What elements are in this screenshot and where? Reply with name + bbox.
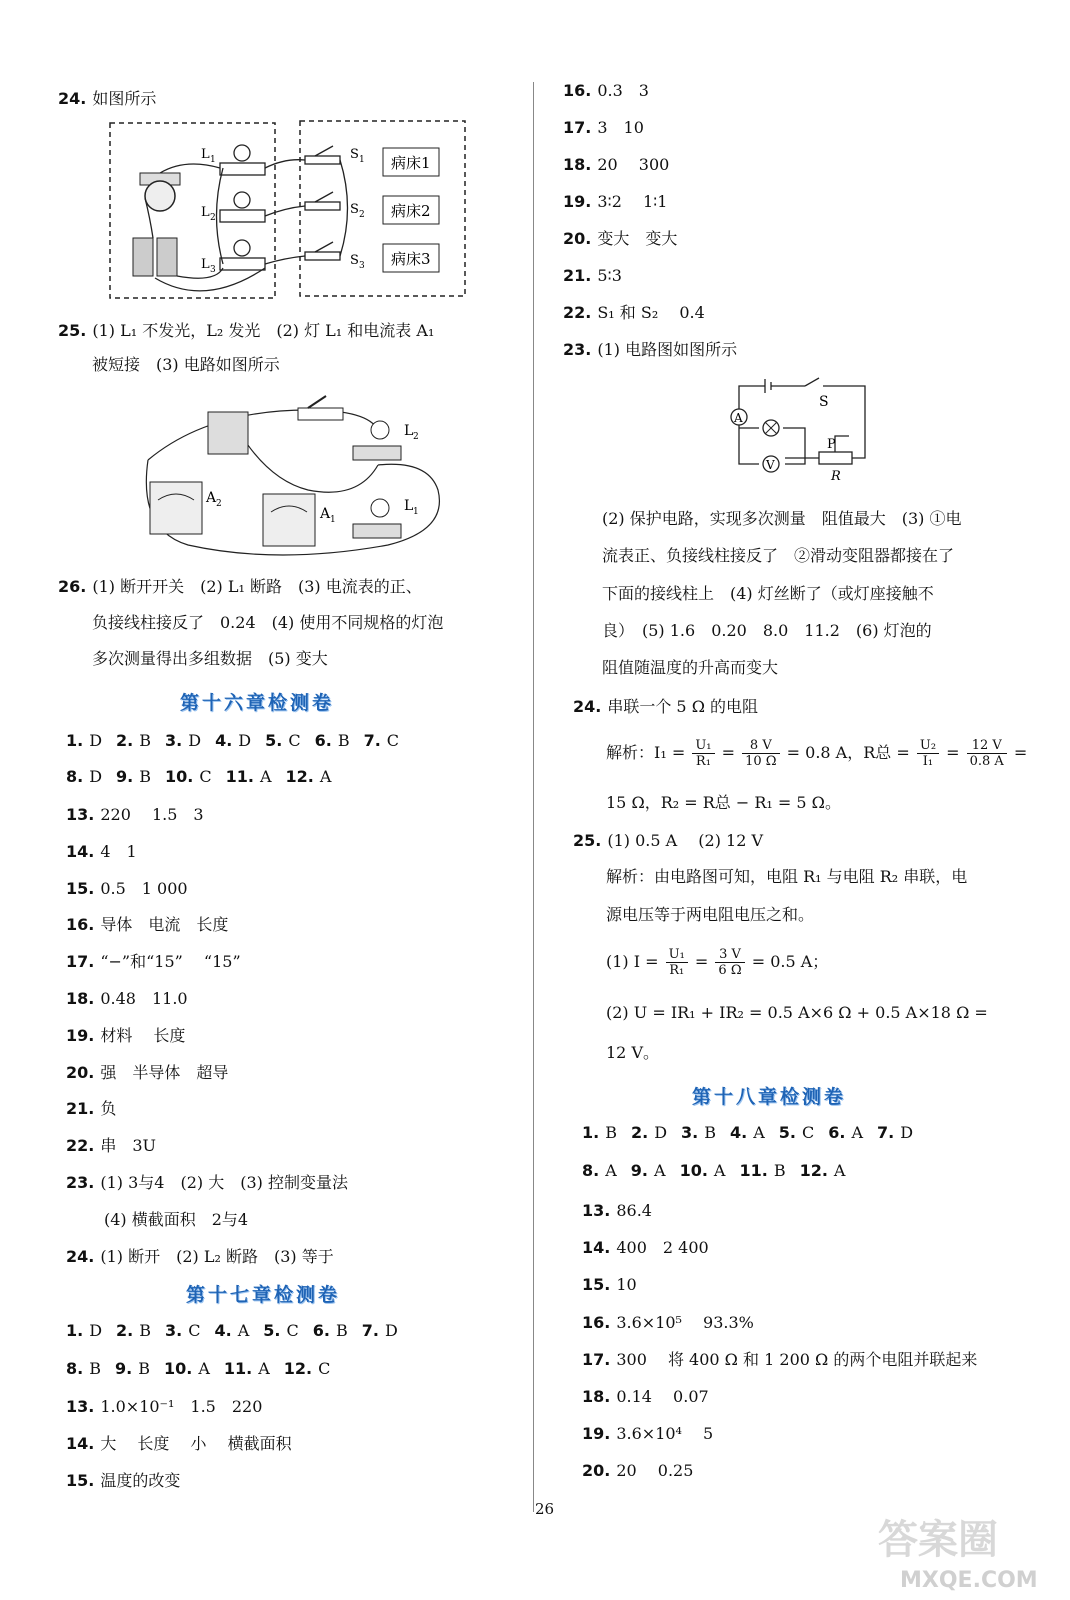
mc-number: 12.: [799, 1161, 828, 1180]
fraction: $\frac{12 V}{0.8 A}$: [967, 738, 1007, 769]
item-text: 20 0.25: [616, 1461, 694, 1481]
q25-part2: (2) U = IR₁ + IR₂ = 0.5 A×6 Ω + 0.5 A×18 Ω =: [606, 1003, 988, 1022]
mc-number: 1.: [66, 1321, 84, 1340]
ch18-mc-row2: [582, 1160, 859, 1182]
mc-number: 5.: [778, 1123, 797, 1142]
mc-answer: C: [318, 1359, 331, 1378]
svg-text:2: 2: [413, 432, 419, 442]
item-text: 300 将 400 Ω 和 1 200 Ω 的两个电阻并联起来: [616, 1349, 978, 1369]
question-25: 25. (1) 0.5 A (2) 12 V: [573, 831, 764, 850]
mc-number: 8.: [66, 1359, 84, 1378]
answer-item: [66, 878, 188, 900]
item-text: (1) 电路图如图所示: [597, 340, 738, 359]
mc-answer: A: [753, 1123, 765, 1142]
mc-answer: A: [851, 1123, 864, 1142]
answer-item: [66, 1098, 116, 1120]
item-number: 21.: [563, 266, 592, 285]
q23-line3: 下面的接线柱上 (4) 灯丝断了（或灯座接触不: [602, 584, 934, 603]
answer-item: [66, 1062, 228, 1084]
mc-answer: D: [900, 1123, 914, 1142]
mc-number: 9.: [114, 1359, 133, 1378]
mc-answer: C: [188, 1321, 201, 1340]
mc-answer: D: [89, 1321, 103, 1340]
item-text: 温度的改变: [100, 1471, 181, 1490]
svg-text:1: 1: [330, 515, 336, 525]
mc-answer: B: [138, 1359, 150, 1378]
label-s: S: [819, 394, 829, 410]
chapter-16-heading: 第十六章检测卷: [180, 692, 335, 714]
item-text: 导体 电流 长度: [100, 915, 229, 935]
svg-text:MXQE.COM: MXQE.COM: [900, 1568, 1038, 1593]
item-text: 强 半导体 超导: [100, 1062, 229, 1082]
svg-text:1: 1: [210, 155, 216, 165]
label-l1: L: [404, 498, 414, 514]
mc-answer: C: [286, 1321, 299, 1340]
mc-number: 9.: [116, 767, 134, 786]
mc-number: 6.: [312, 1321, 330, 1340]
fraction: $\frac{8 V}{10 \Omega}$: [742, 738, 779, 769]
item-number: 17.: [66, 952, 95, 972]
item-number: 24.: [66, 1246, 95, 1266]
mc-number: 1.: [582, 1123, 600, 1142]
mc-number: 3.: [681, 1123, 699, 1142]
mc-number: 12.: [283, 1359, 313, 1378]
item-text: 材料 长度: [100, 1025, 186, 1045]
mc-answer: A: [713, 1161, 726, 1180]
figure-24-circuit: [105, 118, 470, 303]
answer-item: [563, 228, 677, 250]
answer-item: [563, 302, 705, 324]
question-25: 25. (1) L₁ 不发光，L₂ 发光 (2) 灯 L₁ 和电流表 A₁: [58, 321, 435, 340]
label-s2: S: [350, 202, 359, 217]
item-text: 大 长度 小 横截面积: [100, 1434, 292, 1453]
q23-line1: (2) 保护电路，实现多次测量 阻值最大 (3) ①电: [602, 509, 962, 528]
item-text: 3.6×10⁵ 93.3%: [616, 1312, 754, 1332]
mc-answer: C: [802, 1123, 815, 1142]
answer-item: [66, 841, 137, 863]
fraction: $\frac{3 V}{6 \Omega}$: [715, 947, 744, 978]
question-26-line3: 多次测量得出多组数据 (5) 变大: [92, 649, 328, 668]
answer-item: [66, 914, 228, 936]
answer-item: [563, 191, 667, 213]
item-number: 13.: [66, 1397, 95, 1416]
answer-item: [582, 1460, 693, 1482]
mc-answer: D: [238, 731, 252, 750]
answer-item: [563, 154, 669, 176]
mc-answer: B: [773, 1161, 786, 1180]
answer-item: [66, 1135, 156, 1157]
label-l2: L: [201, 205, 210, 220]
mc-answer: D: [384, 1321, 398, 1340]
ch17-mc-row2: [66, 1358, 344, 1380]
item-number: 21.: [66, 1099, 95, 1119]
mc-answer: A: [319, 767, 332, 786]
item-number: 22.: [66, 1136, 95, 1156]
page-number: 26: [535, 1500, 555, 1518]
mc-number: 3.: [165, 731, 183, 750]
mc-number: 2.: [630, 1123, 649, 1142]
q23-line4: 良） (5) 1.6 0.20 8.0 11.2 (6) 灯泡的: [602, 621, 932, 640]
mc-answer: D: [89, 767, 103, 786]
q23-line5: 阻值随温度的升高而变大: [602, 658, 779, 677]
label-l2: L: [404, 423, 414, 439]
mc-number: 12.: [285, 767, 314, 786]
svg-text:3: 3: [210, 265, 216, 275]
item-text: 220 1.5 3: [100, 805, 204, 824]
item-text: 3.6×10⁴ 5: [616, 1424, 714, 1444]
mc-number: 5.: [263, 1321, 281, 1340]
answer-item: [582, 1200, 652, 1222]
answer-item: [563, 339, 737, 361]
answer-item: [104, 1209, 248, 1231]
label-s3: S: [350, 253, 359, 268]
item-text: 3∶2 1∶1: [597, 192, 668, 211]
item-number: 18.: [66, 989, 95, 1008]
bed-1-label: 病床1: [391, 154, 431, 172]
mc-number: 6.: [314, 731, 332, 750]
answer-item: [582, 1312, 754, 1334]
svg-text:1: 1: [413, 507, 419, 517]
label-p: P: [827, 437, 836, 452]
item-text: 86.4: [616, 1201, 652, 1220]
item-number: 14.: [66, 1434, 95, 1453]
svg-text:2: 2: [210, 213, 216, 223]
label-a: A: [734, 411, 743, 425]
item-text: 400 2 400: [616, 1238, 709, 1258]
ch17-mc-row1: [66, 1320, 412, 1342]
item-number: 15.: [66, 1471, 95, 1490]
mc-number: 3.: [165, 1321, 183, 1340]
item-number: 14.: [66, 841, 95, 861]
item-text: 0.14 0.07: [616, 1387, 709, 1406]
mc-answer: B: [139, 767, 152, 786]
question-26: 26. (1) 断开开关 (2) L₁ 断路 (3) 电流表的正、: [58, 577, 422, 596]
fraction: $\frac{\text{U₁}}{\text{R₁}}$: [692, 738, 714, 769]
question-24: 24. 如图所示: [58, 89, 157, 108]
mc-number: 4.: [730, 1123, 748, 1142]
label-l1: L: [201, 147, 210, 162]
fraction: $\frac{\text{U₁}}{\text{R₁}}$: [666, 947, 688, 978]
mc-number: 11.: [739, 1161, 768, 1180]
item-number: 16.: [66, 915, 95, 935]
label-a1: A: [320, 506, 331, 522]
q25-solution-line2: 源电压等于两电阻电压之和。: [606, 905, 815, 924]
item-text: 1.0×10⁻¹ 1.5 220: [100, 1397, 263, 1416]
label-v: V: [766, 458, 775, 472]
figure-25-circuit: [128, 390, 458, 560]
item-number: 15.: [66, 878, 95, 898]
q25-part1: (1) I = $\frac{\text{U₁}}{\text{R₁}}$ = $\frac{3 V}{6 \Omega}$ = 0.5 A；: [606, 947, 829, 978]
item-number: 19.: [563, 192, 592, 211]
item-number: 13.: [582, 1201, 611, 1220]
svg-text:2: 2: [216, 499, 222, 509]
mc-number: 9.: [630, 1161, 648, 1180]
svg-text:1: 1: [359, 155, 365, 165]
chapter-17-heading: 第十七章检测卷: [186, 1284, 341, 1306]
mc-answer: B: [337, 731, 350, 750]
answer-item: [66, 1470, 180, 1492]
item-number: 20.: [582, 1461, 611, 1481]
answer-item: [582, 1386, 709, 1408]
svg-text:答案圈: 答案圈: [878, 1517, 998, 1563]
answer-item: [66, 1396, 262, 1418]
answer-item: [563, 265, 622, 287]
figure-23-circuit: [727, 376, 882, 484]
mc-number: 8.: [582, 1161, 600, 1180]
q24-solution: 解析：I₁ = $\frac{\text{U₁}}{\text{R₁}}$ = $\frac{8 V}{10 \Omega}$ = 0.8 A，R总 = $\frac{\text{U₂}}{\text{I₁}}$ = $\frac{12 V}{0.8 A}$ =: [606, 738, 1028, 769]
mc-answer: A: [833, 1161, 846, 1180]
ch16-mc-row1: [66, 730, 413, 752]
item-number: 19.: [66, 1025, 95, 1045]
item-text: (1) 3与4 (2) 大 (3) 控制变量法: [100, 1173, 348, 1192]
answer-item: [66, 988, 188, 1010]
item-text: 20 300: [597, 155, 670, 174]
mc-answer: D: [654, 1123, 668, 1142]
item-text: 串 3U: [100, 1136, 157, 1156]
answer-item: [66, 1172, 348, 1194]
item-number: 20.: [66, 1062, 95, 1082]
item-text: 10: [616, 1275, 637, 1295]
item-number: 22.: [563, 303, 592, 322]
label-l3: L: [201, 257, 210, 272]
item-number: 14.: [582, 1238, 611, 1258]
mc-answer: C: [288, 731, 301, 750]
item-text: 变大 变大: [597, 229, 678, 248]
mc-answer: A: [259, 767, 272, 786]
mc-answer: A: [258, 1359, 270, 1378]
item-text: S₁ 和 S₂ 0.4: [597, 303, 705, 322]
mc-number: 10.: [679, 1161, 708, 1180]
item-number: 23.: [563, 340, 592, 359]
watermark-logo: [870, 1505, 1060, 1595]
mc-answer: D: [188, 731, 202, 750]
item-text: 5∶3: [597, 266, 622, 285]
fraction: $\frac{\text{U₂}}{\text{I₁}}$: [917, 738, 939, 769]
item-number: 16.: [563, 81, 592, 100]
mc-number: 1.: [66, 731, 84, 750]
mc-number: 5.: [265, 731, 283, 750]
item-text: 0.48 11.0: [100, 989, 188, 1008]
mc-answer: A: [198, 1359, 210, 1378]
item-number: 17.: [582, 1349, 611, 1369]
item-number: 19.: [582, 1424, 611, 1444]
svg-text:3: 3: [359, 261, 365, 271]
answer-item: [563, 117, 644, 139]
item-text: (4) 横截面积 2与4: [104, 1209, 249, 1229]
item-text: (1) 断开 (2) L₂ 断路 (3) 等于: [100, 1246, 334, 1266]
bed-2-label: 病床2: [391, 202, 431, 220]
answer-item: [66, 1433, 292, 1455]
item-number: 16.: [582, 1312, 611, 1332]
answer-item: [582, 1423, 713, 1445]
mc-answer: A: [605, 1161, 617, 1180]
svg-text:2: 2: [359, 210, 365, 220]
item-number: 18.: [582, 1387, 611, 1406]
ch16-mc-row2: [66, 766, 345, 788]
answer-item: [66, 804, 204, 826]
mc-number: 11.: [225, 767, 254, 786]
mc-answer: A: [237, 1321, 250, 1340]
mc-number: 8.: [66, 767, 84, 786]
label-s1: S: [350, 147, 359, 162]
answer-item: [66, 1246, 334, 1268]
mc-number: 2.: [116, 731, 134, 750]
mc-answer: B: [139, 731, 152, 750]
item-number: 17.: [563, 118, 592, 137]
answer-item: [563, 80, 649, 102]
item-number: 13.: [66, 805, 95, 824]
answer-item: [582, 1274, 637, 1296]
answer-item: [582, 1349, 977, 1371]
answer-item: [582, 1237, 709, 1259]
item-text: 4 1: [100, 841, 137, 861]
item-number: 20.: [563, 229, 592, 248]
mc-number: 7.: [361, 1321, 379, 1340]
label-r: R: [831, 469, 841, 484]
bed-3-label: 病床3: [391, 250, 431, 268]
mc-answer: D: [89, 731, 103, 750]
mc-number: 2.: [116, 1321, 134, 1340]
ch18-mc-row1: [582, 1122, 927, 1144]
q24-solution-line2: 15 Ω，R₂ = R总 − R₁ = 5 Ω。: [606, 793, 841, 812]
item-number: 23.: [66, 1173, 95, 1192]
mc-answer: C: [386, 731, 400, 750]
q25-part3: 12 V。: [606, 1043, 660, 1062]
answer-item: [66, 951, 241, 973]
item-number: 18.: [563, 155, 592, 174]
mc-answer: C: [199, 767, 212, 786]
mc-number: 11.: [223, 1359, 253, 1378]
question-26-line2: 负接线柱接反了 0.24 (4) 使用不同规格的灯泡: [92, 613, 444, 632]
item-number: 15.: [582, 1275, 611, 1295]
mc-answer: B: [605, 1123, 617, 1142]
q25-solution-line1: 解析：由电路图可知，电阻 R₁ 与电阻 R₂ 串联，电: [606, 867, 968, 886]
mc-number: 7.: [877, 1123, 895, 1142]
question-24: 24. 串联一个 5 Ω 的电阻: [573, 697, 759, 716]
answer-item: [66, 1025, 185, 1047]
label-a2: A: [206, 490, 217, 506]
mc-answer: A: [654, 1161, 666, 1180]
mc-number: 7.: [363, 731, 381, 750]
mc-number: 10.: [165, 767, 194, 786]
item-text: “−”和“15” “15”: [100, 952, 241, 972]
mc-answer: B: [139, 1321, 152, 1340]
item-text: 负: [100, 1099, 117, 1119]
question-25-line2: 被短接 (3) 电路如图所示: [92, 355, 280, 374]
chapter-18-heading: 第十八章检测卷: [692, 1086, 847, 1108]
item-text: 3 10: [597, 118, 644, 137]
mc-number: 10.: [163, 1359, 193, 1378]
q23-line2: 流表正、负接线柱接反了 ②滑动变阻器都接在了: [602, 546, 955, 565]
mc-number: 4.: [215, 731, 233, 750]
column-divider: [533, 82, 534, 1512]
mc-number: 4.: [214, 1321, 232, 1340]
mc-number: 6.: [828, 1123, 846, 1142]
item-text: 0.5 1 000: [100, 878, 188, 898]
item-text: 0.3 3: [597, 81, 649, 100]
mc-answer: B: [335, 1321, 348, 1340]
mc-answer: B: [89, 1359, 101, 1378]
mc-answer: B: [704, 1123, 717, 1142]
